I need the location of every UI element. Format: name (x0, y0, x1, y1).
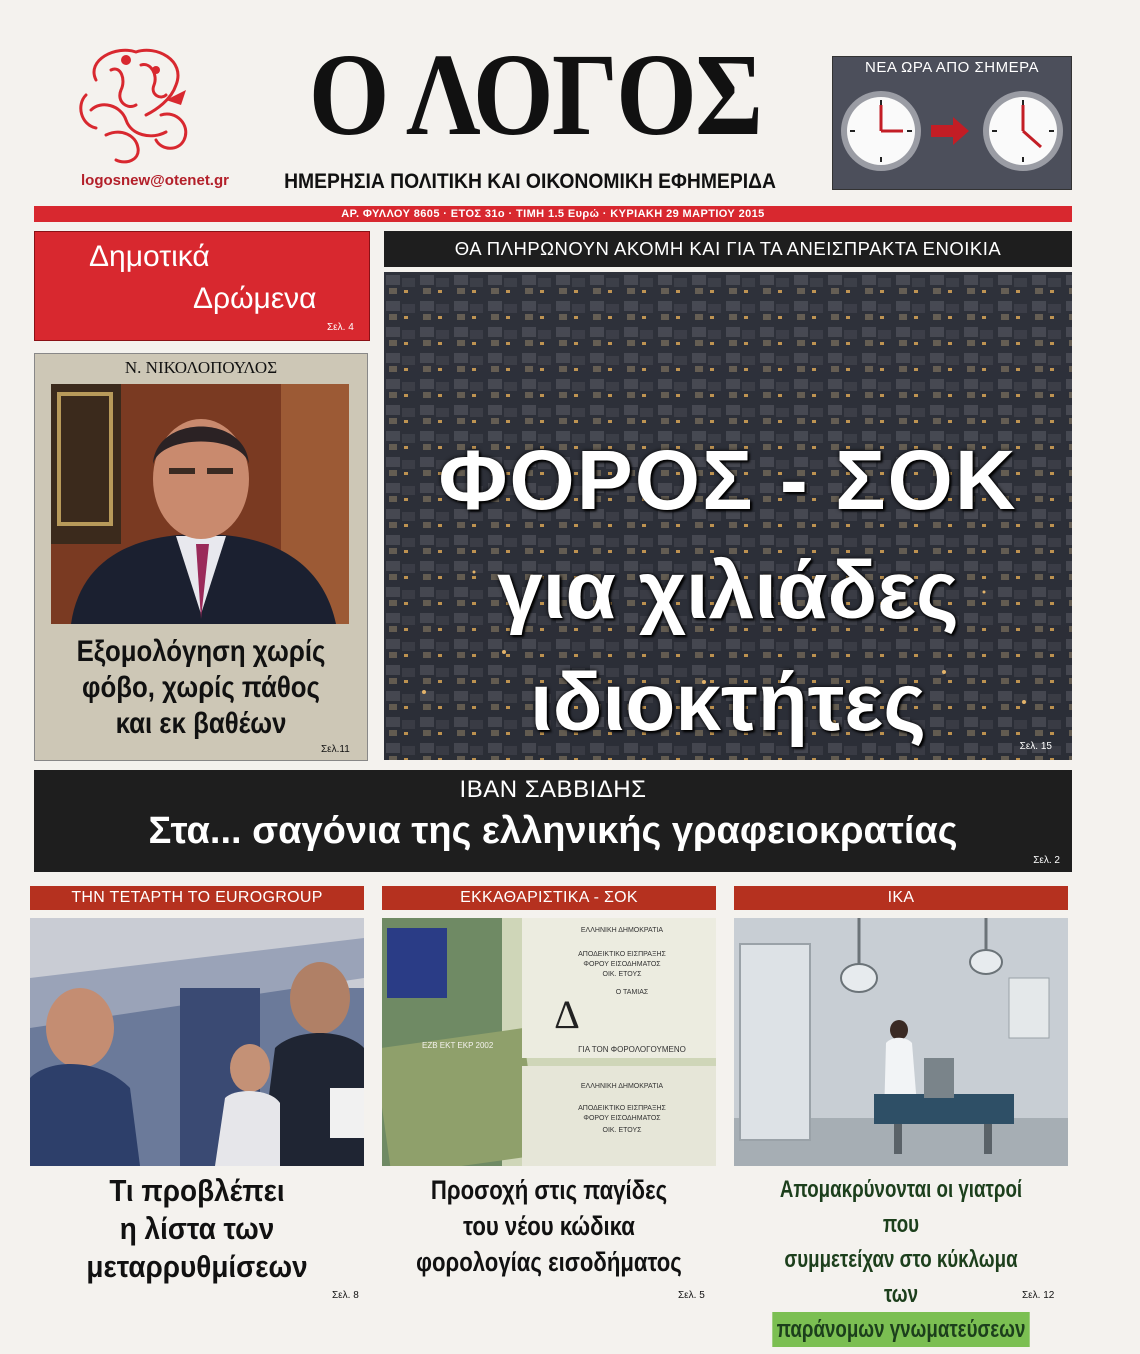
logo-illustration (66, 40, 206, 170)
tax-doc-text-11: ΟΙΚ. ΕΤΟΥΣ (602, 1127, 642, 1134)
tax-doc-text-3: ΦΟΡΟΥ ΕΙΣΟΔΗΜΑΤΟΣ (583, 961, 661, 968)
eurogroup-headline-line1: Τι προβλέπει (109, 1173, 285, 1208)
dimotika-dromena-box[interactable] (34, 231, 370, 341)
issue-info-text: ΑΡ. ΦΥΛΛΟΥ 8605 · ΕΤΟΣ 31ο · ΤΙΜΗ 1.5 Ευρώ · ΚΥΡΙΑΚΗ 29 ΜΑΡΤΙΟΥ 2015 (341, 208, 765, 220)
savvidis-page-ref: Σελ. 2 (1033, 855, 1060, 866)
tax-doc-text-1: ΕΛΛΗΝΙΚΗ ΔΗΜΟΚΡΑΤΙΑ (580, 927, 664, 934)
issue-info-bar (34, 206, 1072, 222)
time-change-caption: ΝΕΑ ΩΡΑ ΑΠΟ ΣΗΜΕΡΑ (865, 59, 1039, 76)
email-address[interactable]: logosnew@otenet.gr (81, 172, 229, 189)
ika-page-ref: Σελ. 12 (1022, 1290, 1055, 1301)
nikolopoulos-headline-line1: Εξομολόγηση χωρίς (76, 635, 326, 668)
main-story[interactable] (384, 272, 1072, 760)
savvidis-headline: Στα... σαγόνια της ελληνικής γραφειοκρατίας (148, 810, 958, 852)
tax-doc-text-6: ΓΙΑ ΤΟΝ ΦΟΡΟΛΟΓΟΥΜΕΝΟ (578, 1045, 686, 1054)
nikolopoulos-photo (51, 384, 349, 624)
dimotika-page-ref: Σελ. 4 (327, 322, 354, 333)
tax-doc-text-2: ΑΠΟΔΕΙΚΤΙΚΟ ΕΙΣΠΡΑΞΗΣ (578, 951, 666, 958)
tax-doc-text-4: ΟΙΚ. ΕΤΟΥΣ (602, 971, 642, 978)
clocks-graphic (833, 79, 1071, 187)
main-headline-line2: για χιλιάδες (497, 545, 959, 636)
tax-doc-text-7: ΕΖΒ ΕΚΤ ΕΚΡ 2002 (422, 1041, 494, 1050)
tax-headline-line1: Προσοχή στις παγίδες (430, 1175, 668, 1205)
tax-headline-line3: φορολογίας εισοδήματος (416, 1247, 682, 1277)
nikolopoulos-name: Ν. ΝΙΚΟΛΟΠΟΥΛΟΣ (124, 358, 278, 377)
nikolopoulos-headline-line2: φόβο, χωρίς πάθος (82, 671, 320, 704)
eurogroup-kicker: ΤΗΝ ΤΕΤΑΡΤΗ ΤΟ EUROGROUP (30, 886, 364, 910)
eurogroup-page-ref: Σελ. 8 (332, 1290, 359, 1301)
arrow-right-icon (931, 117, 969, 145)
eurogroup-headline-line3: μεταρρυθμίσεων (86, 1249, 308, 1284)
ika-headline-line2: συμμετείχαν στο κύκλωμα των (784, 1246, 1018, 1308)
tax-doc-delta: Δ (554, 992, 580, 1037)
newspaper-title: Ο ΛΟΓΟΣ (308, 29, 762, 160)
time-change-box (832, 56, 1072, 190)
new-time-clock-icon (983, 91, 1063, 171)
tax-doc-text-5: Ο ΤΑΜΙΑΣ (615, 989, 649, 996)
tax-doc-text-9: ΑΠΟΔΕΙΚΤΙΚΟ ΕΙΣΠΡΑΞΗΣ (578, 1105, 666, 1112)
tax-doc-text-8: ΕΛΛΗΝΙΚΗ ΔΗΜΟΚΡΑΤΙΑ (580, 1083, 664, 1090)
tax-headline-line2: του νέου κώδικα (463, 1211, 635, 1241)
nikolopoulos-headline-line3: και εκ βαθέων (115, 707, 287, 740)
main-headline-line1: ΦΟΡΟΣ - ΣΟΚ (438, 433, 1018, 527)
savvidis-story[interactable] (34, 770, 1072, 872)
tax-documents-photo[interactable] (382, 918, 716, 1166)
eurogroup-headline-line2: η λίστα των (119, 1211, 275, 1246)
tax-headline[interactable] (412, 1172, 686, 1280)
ika-kicker: ΙΚΑ (734, 886, 1068, 910)
dimotika-title-line1: Δημοτικά (89, 240, 210, 273)
tax-kicker: ΕΚΚΑΘΑΡΙΣΤΙΚΑ - ΣΟΚ (382, 886, 716, 910)
dimotika-title-line2: Δρώμενα (193, 282, 317, 315)
main-story-page-ref: Σελ. 15 (1019, 741, 1052, 752)
old-time-clock-icon (841, 91, 921, 171)
nikolopoulos-story[interactable] (34, 353, 368, 761)
tax-page-ref: Σελ. 5 (678, 1290, 705, 1301)
main-story-kicker: ΘΑ ΠΛΗΡΩΝΟΥΝ ΑΚΟΜΗ ΚΑΙ ΓΙΑ ΤΑ ΑΝΕΙΣΠΡΑΚΤΑ ΕΝΟΙΚΙΑ (384, 231, 1072, 267)
newspaper-subtitle: ΗΜΕΡΗΣΙΑ ΠΟΛΙΤΙΚΗ ΚΑΙ ΟΙΚΟΝΟΜΙΚΗ ΕΦΗΜΕΡΙΔΑ (284, 170, 776, 193)
ika-headline-line3: παράνομων γνωματεύσεων (772, 1312, 1030, 1347)
eurogroup-photo[interactable] (30, 918, 364, 1166)
ika-headline[interactable] (771, 1172, 1032, 1347)
nikolopoulos-page-ref: Σελ.11 (321, 744, 350, 755)
main-headline-line3: ιδιοκτήτες (530, 657, 926, 748)
ika-hospital-photo[interactable] (734, 918, 1068, 1166)
ika-headline-line1: Απομακρύνονται οι γιατροί που (779, 1176, 1023, 1238)
tax-doc-text-10: ΦΟΡΟΥ ΕΙΣΟΔΗΜΑΤΟΣ (583, 1115, 661, 1122)
eurogroup-headline[interactable] (47, 1172, 348, 1286)
nikolopoulos-headline (58, 634, 344, 742)
savvidis-name: ΙΒΑΝ ΣΑΒΒΙΔΗΣ (459, 776, 647, 803)
